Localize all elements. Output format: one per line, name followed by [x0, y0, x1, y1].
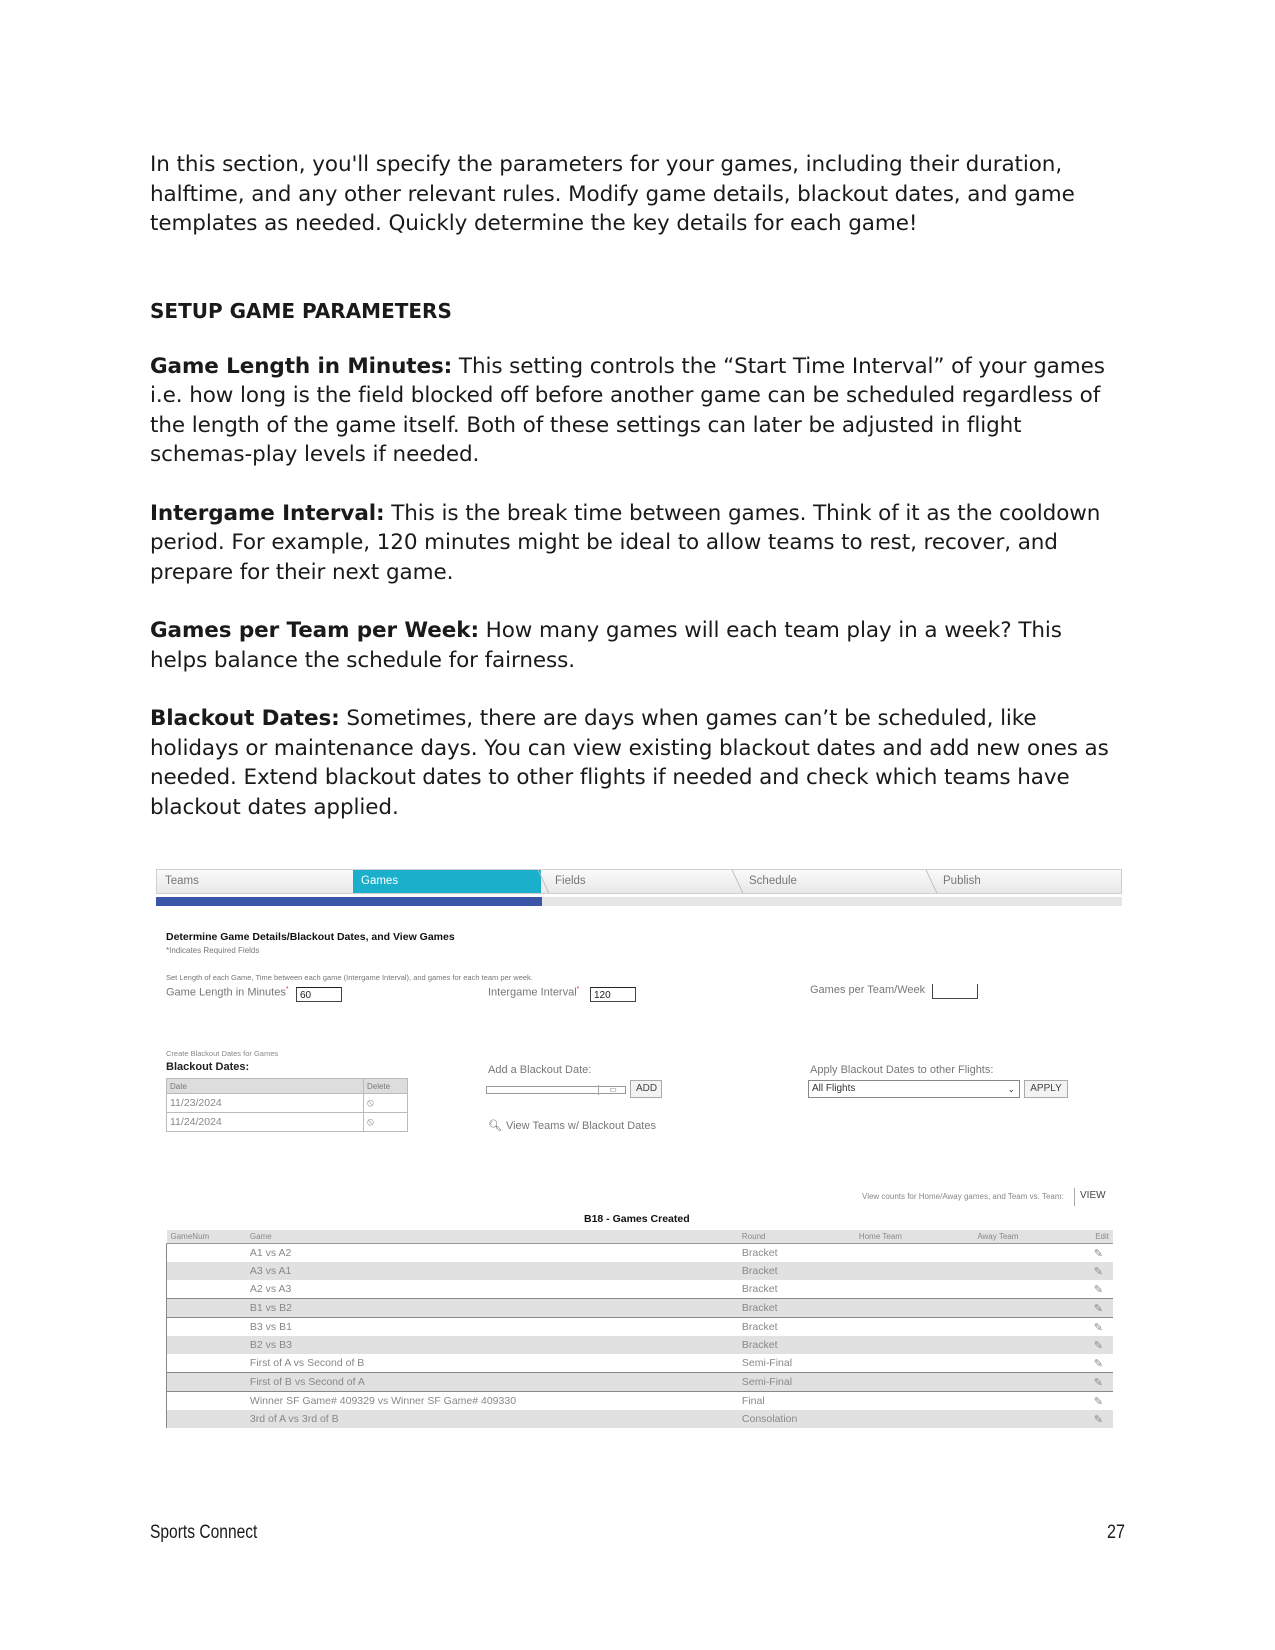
away-team	[973, 1262, 1089, 1280]
game-name: First of A vs Second of B	[246, 1354, 738, 1373]
progress-fill	[156, 897, 542, 906]
wizard-step-fields[interactable]	[547, 870, 739, 893]
column-gamenum: GameNum	[167, 1230, 246, 1244]
game-num	[167, 1392, 246, 1411]
calendar-icon[interactable]: ▭	[598, 1085, 627, 1095]
edit-pencil-icon[interactable]: ✎	[1090, 1318, 1113, 1337]
games-per-week-label: Games per Team/Week	[810, 984, 926, 996]
away-team	[973, 1336, 1089, 1354]
table-row	[167, 1299, 1114, 1318]
definition-text: Sometimes, there are days when games can’t be scheduled, like holidays or maintenance days. You can view existing blackout dates and add new ones as needed. Extend blackout dates to other flights if needed and check which teams have blackout dates applied.	[150, 706, 1109, 820]
blackout-small-heading: Create Blackout Dates for Games	[166, 1049, 279, 1058]
game-name: A3 vs A1	[246, 1262, 738, 1280]
step-label: Teams	[165, 875, 199, 887]
game-round: Bracket	[738, 1336, 855, 1354]
edit-pencil-icon[interactable]: ✎	[1090, 1392, 1113, 1411]
definition-text: How many games will each team play in a week? This helps balance the schedule for fairness.	[150, 618, 1062, 673]
term: Game Length in Minutes:	[150, 353, 453, 379]
table-row	[167, 1113, 408, 1132]
game-round: Bracket	[738, 1262, 855, 1280]
intergame-interval-label	[488, 986, 579, 999]
intro-paragraph: In this section, you'll specify the parameters for your games, including their duration, halftime, and any other relevant rules. Modify game details, blackout dates, and game templates as needed. Quickly determine the key details for each game!	[150, 152, 1075, 236]
game-round: Semi-Final	[738, 1354, 855, 1373]
away-team	[973, 1392, 1089, 1411]
wizard-steps	[156, 869, 1122, 894]
document-body	[150, 150, 1125, 822]
blackout-date: 11/23/2024	[167, 1094, 364, 1113]
game-name: 3rd of A vs 3rd of B	[246, 1410, 738, 1428]
table-row	[167, 1318, 1114, 1337]
section-heading: SETUP GAME PARAMETERS	[150, 298, 452, 323]
home-team	[855, 1244, 973, 1263]
column-game: Game	[246, 1230, 738, 1244]
label-text: Intergame Interval	[488, 986, 577, 999]
term: Blackout Dates:	[150, 706, 340, 731]
game-num	[167, 1280, 246, 1299]
required-marker: *	[285, 986, 289, 993]
screen-title: Determine Game Details/Blackout Dates, and View Games	[166, 931, 455, 943]
away-team	[973, 1354, 1089, 1373]
game-round: Consolation	[738, 1410, 855, 1428]
game-round: Bracket	[738, 1280, 855, 1299]
view-counts-label: View counts for Home/Away games, and Team vs. Team:	[862, 1192, 1064, 1201]
home-team	[855, 1262, 973, 1280]
column-delete: Delete	[364, 1079, 408, 1094]
column-away-team: Away Team	[973, 1230, 1089, 1244]
column-home-team: Home Team	[855, 1230, 973, 1244]
selected-value: All Flights	[812, 1083, 856, 1094]
definition-text: This setting controls the “Start Time Interval” of your games i.e. how long is the field blocked off before another game can be scheduled regardless of the length of the game itself. Both of these settings can later be adjusted in flight schemas-play levels if needed.	[150, 353, 1105, 467]
definition-games-per-week	[150, 616, 1125, 675]
home-team	[855, 1280, 973, 1299]
search-icon: 🔍︎	[488, 1120, 502, 1132]
blackout-heading: Blackout Dates:	[166, 1061, 250, 1073]
step-label: Games	[361, 875, 399, 887]
edit-pencil-icon[interactable]: ✎	[1090, 1280, 1113, 1299]
label-text: Game Length in Minutes	[166, 986, 286, 999]
add-button[interactable]: ADD	[630, 1080, 662, 1098]
definition-blackout-dates	[150, 704, 1125, 822]
games-per-week-input[interactable]	[932, 984, 978, 999]
game-num	[167, 1262, 246, 1280]
table-row	[167, 1262, 1114, 1280]
edit-pencil-icon[interactable]: ✎	[1090, 1262, 1113, 1280]
game-length-label	[166, 986, 289, 999]
definition-text: This is the break time between games. Think of it as the cooldown period. For example, 120 minutes might be ideal to allow teams to rest, recover, and prepare for their next game.	[150, 500, 1101, 585]
game-name: A2 vs A3	[246, 1280, 738, 1299]
game-round: Semi-Final	[738, 1373, 855, 1392]
column-edit: Edit	[1090, 1230, 1113, 1244]
edit-pencil-icon[interactable]: ✎	[1090, 1410, 1113, 1428]
away-team	[973, 1244, 1089, 1263]
home-team	[855, 1299, 973, 1318]
wizard-step-schedule[interactable]	[741, 870, 939, 893]
home-team	[855, 1373, 973, 1392]
game-num	[167, 1354, 246, 1373]
games-table-title: B18 - Games Created	[584, 1213, 690, 1225]
term: Intergame Interval:	[150, 500, 385, 526]
blackout-dates-table	[166, 1078, 408, 1132]
game-num	[167, 1299, 246, 1318]
edit-pencil-icon[interactable]: ✎	[1090, 1336, 1113, 1354]
step-label: Publish	[943, 875, 981, 887]
blackout-date: 11/24/2024	[167, 1113, 364, 1132]
embedded-screenshot	[156, 869, 1122, 1439]
game-length-input[interactable]: 60	[296, 987, 342, 1002]
table-row	[167, 1280, 1114, 1299]
chevron-down-icon: ⌄	[1007, 1084, 1015, 1094]
required-marker: *	[576, 986, 580, 993]
game-name: First of B vs Second of A	[246, 1373, 738, 1392]
table-row	[167, 1244, 1114, 1263]
required-note: *Indicates Required Fields	[166, 946, 260, 955]
definition-game-length	[150, 352, 1125, 470]
away-team	[973, 1318, 1089, 1337]
flights-select[interactable]	[808, 1080, 1020, 1098]
home-team	[855, 1318, 973, 1337]
step-label: Fields	[555, 875, 586, 887]
view-button[interactable]: VIEW	[1074, 1188, 1110, 1206]
definition-intergame-interval	[150, 499, 1125, 588]
table-row	[167, 1094, 408, 1113]
game-round: Bracket	[738, 1244, 855, 1263]
edit-pencil-icon[interactable]: ✎	[1090, 1299, 1113, 1318]
delete-icon[interactable]: ⦸	[364, 1113, 408, 1132]
game-name: Winner SF Game# 409329 vs Winner SF Game# 409330	[246, 1392, 738, 1411]
home-team	[855, 1354, 973, 1373]
column-date: Date	[167, 1079, 364, 1094]
edit-pencil-icon[interactable]: ✎	[1090, 1244, 1113, 1263]
wizard-step-publish[interactable]	[935, 870, 1129, 893]
intergame-interval-input[interactable]: 120	[590, 987, 636, 1002]
apply-flights-label: Apply Blackout Dates to other Flights:	[810, 1064, 994, 1076]
game-num	[167, 1318, 246, 1337]
game-num	[167, 1244, 246, 1263]
game-num	[167, 1373, 246, 1392]
page-number: 27	[1107, 1522, 1125, 1543]
game-name: B1 vs B2	[246, 1299, 738, 1318]
game-round: Bracket	[738, 1299, 855, 1318]
apply-button[interactable]: APPLY	[1024, 1080, 1068, 1098]
view-teams-link[interactable]	[488, 1119, 656, 1132]
game-num	[167, 1336, 246, 1354]
term: Games per Team per Week:	[150, 618, 479, 643]
add-blackout-label: Add a Blackout Date:	[488, 1064, 592, 1076]
game-name: B2 vs B3	[246, 1336, 738, 1354]
column-round: Round	[738, 1230, 855, 1244]
game-round: Bracket	[738, 1318, 855, 1337]
edit-pencil-icon[interactable]: ✎	[1090, 1373, 1113, 1392]
step-label: Schedule	[749, 875, 797, 887]
home-team	[855, 1392, 973, 1411]
link-text: View Teams w/ Blackout Dates	[505, 1120, 656, 1132]
progress-bar	[156, 897, 1122, 906]
away-team	[973, 1410, 1089, 1428]
away-team	[973, 1373, 1089, 1392]
table-row	[167, 1354, 1114, 1373]
game-name: B3 vs B1	[246, 1318, 738, 1337]
game-num	[167, 1410, 246, 1428]
game-round: Final	[738, 1392, 855, 1411]
table-row	[167, 1373, 1114, 1392]
footer-brand: Sports Connect	[150, 1522, 258, 1543]
away-team	[973, 1280, 1089, 1299]
edit-pencil-icon[interactable]: ✎	[1090, 1354, 1113, 1373]
away-team	[973, 1299, 1089, 1318]
games-table	[166, 1230, 1113, 1428]
wizard-step-games[interactable]	[353, 870, 541, 893]
table-row	[167, 1410, 1114, 1428]
table-row	[167, 1392, 1114, 1411]
home-team	[855, 1336, 973, 1354]
game-name: A1 vs A2	[246, 1244, 738, 1263]
settings-hint: Set Length of each Game, Time between each game (Intergame Interval), and games for each team per week.	[166, 973, 533, 982]
home-team	[855, 1410, 973, 1428]
table-row	[167, 1336, 1114, 1354]
delete-icon[interactable]: ⦸	[364, 1094, 408, 1113]
wizard-step-teams[interactable]	[157, 870, 349, 893]
